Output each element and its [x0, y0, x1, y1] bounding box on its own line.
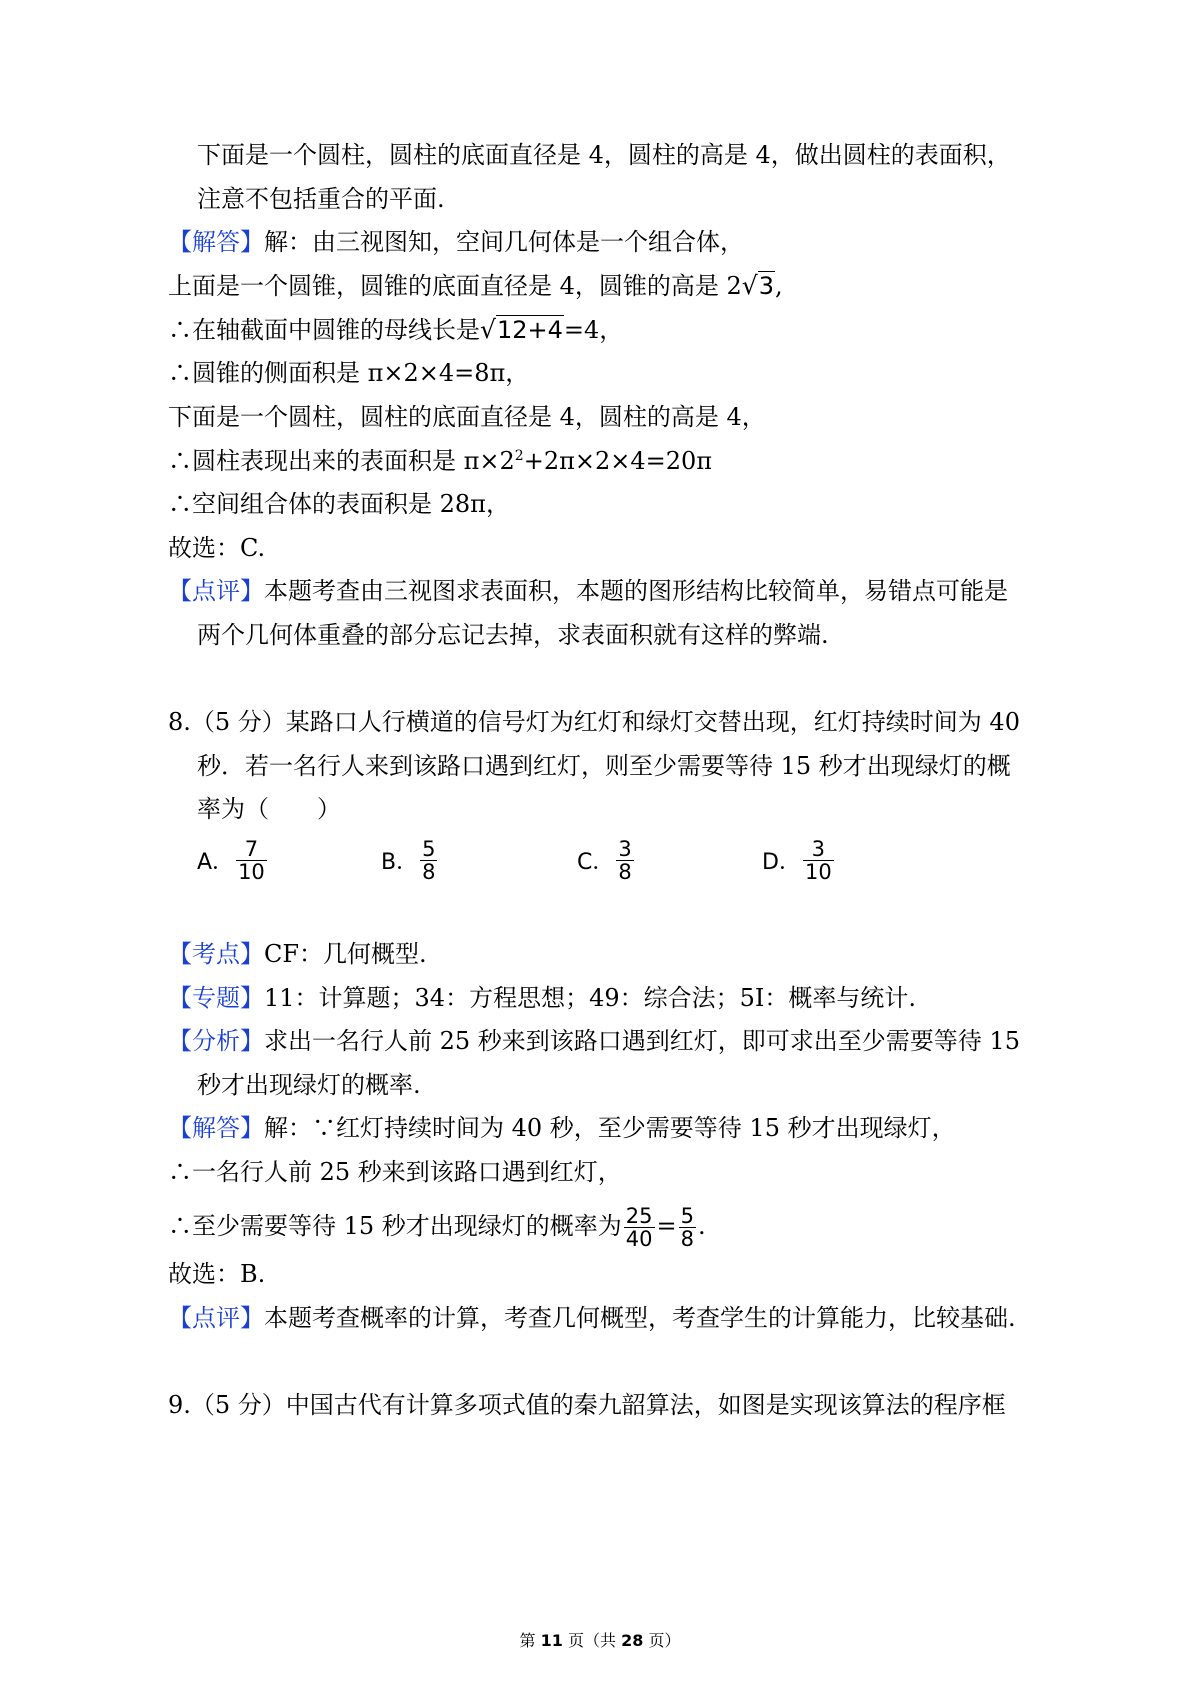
q8-option-c: C． $\frac{3}{8}$ — [577, 837, 632, 884]
q8-option-a: A． $\frac{7}{10}$ — [197, 837, 265, 884]
answer-tag: 【解答】 — [168, 228, 264, 256]
q7-answer-line-5: 下面是一个圆柱，圆柱的底面直径是 4，圆柱的高是 4， — [168, 403, 766, 431]
q8-fenxi-line-2: 秒才出现绿灯的概率. — [197, 1071, 421, 1099]
fraction: $\frac{3}{10}$ — [804, 837, 832, 884]
fraction: $\frac{3}{8}$ — [618, 837, 632, 884]
q8-stem-line-2: 秒．若一名行人来到该路口遇到红灯，则至少需要等待 15 秒才出现绿灯的概 — [197, 752, 1011, 780]
page-total: 28 — [621, 1631, 644, 1650]
fraction: $\frac{5}{8}$ — [422, 837, 436, 884]
sqrt-expression: √12+4 — [480, 315, 563, 344]
q8-comment: 【点评】本题考查概率的计算，考查几何概型，考查学生的计算能力，比较基础. — [168, 1304, 1016, 1332]
fraction: $\frac{25}{40}$ — [625, 1204, 653, 1251]
q9-stem-line-1: 9.（5 分）中国古代有计算多项式值的秦九韶算法，如图是实现该算法的程序框 — [168, 1391, 1006, 1419]
q7-choice: 故选：C. — [168, 534, 266, 562]
q8-kaodian: 【考点】CF：几何概型. — [168, 940, 427, 968]
q7-comment-line-1: 【点评】本题考查由三视图求表面积，本题的图形结构比较简单，易错点可能是 — [168, 577, 1008, 605]
q7-answer-line-2: 上面是一个圆锥，圆锥的底面直径是 4，圆锥的高是 2√3, — [168, 271, 783, 300]
q7-answer-line-7: ∴空间组合体的表面积是 28π， — [168, 490, 510, 518]
q7-comment-line-2: 两个几何体重叠的部分忘记去掉，求表面积就有这样的弊端. — [197, 621, 829, 649]
q8-answer-line-1: 【解答】解：∵红灯持续时间为 40 秒，至少需要等待 15 秒才出现绿灯， — [168, 1114, 956, 1142]
q8-option-b: B． $\frac{5}{8}$ — [381, 837, 436, 884]
fraction: $\frac{5}{8}$ — [680, 1204, 695, 1251]
comment-tag: 【点评】 — [168, 1304, 264, 1332]
q8-fenxi-line-1: 【分析】求出一名行人前 25 秒来到该路口遇到红灯，即可求出至少需要等待 15 — [168, 1027, 1020, 1055]
q8-option-d: D． $\frac{3}{10}$ — [762, 837, 832, 884]
q7-analysis-line-2: 注意不包括重合的平面. — [197, 185, 445, 213]
page-footer: 第 11 页（共 28 页） — [519, 1631, 681, 1650]
answer-tag: 【解答】 — [168, 1114, 264, 1142]
q7-answer-line-6: ∴圆柱表现出来的表面积是 $\pi\times 2^2+2\pi\times 2\times 4=20\pi$ — [168, 447, 713, 475]
kaodian-tag: 【考点】 — [168, 940, 264, 968]
sqrt-expression: √3 — [741, 271, 775, 300]
q7-answer-line-1: 【解答】解：由三视图知，空间几何体是一个组合体， — [168, 228, 744, 256]
q8-stem-line-3: 率为（ ） — [197, 795, 341, 823]
q7-answer-line-3: ∴在轴截面中圆锥的母线长是√12+4=4， — [168, 315, 624, 344]
q8-stem-line-1: 8.（5 分）某路口人行横道的信号灯为红灯和绿灯交替出现，红灯持续时间为 40 — [168, 708, 1020, 736]
q8-answer-line-3: ∴至少需要等待 15 秒才出现绿灯的概率为 $\frac{25}{40}$ = $\frac{5}{8}$ . — [168, 1204, 706, 1251]
zhuanti-tag: 【专题】 — [168, 984, 264, 1012]
q8-choice: 故选：B. — [168, 1260, 266, 1288]
q8-zhuanti: 【专题】11：计算题；34：方程思想；49：综合法；5I：概率与统计. — [168, 984, 916, 1012]
q7-answer-line-4: ∴圆锥的侧面积是 π×2×4=8π， — [168, 359, 530, 387]
fenxi-tag: 【分析】 — [168, 1027, 264, 1055]
comment-tag: 【点评】 — [168, 577, 264, 605]
q8-answer-line-2: ∴一名行人前 25 秒来到该路口遇到红灯， — [168, 1158, 622, 1186]
page-number: 11 — [540, 1631, 563, 1650]
fraction: $\frac{7}{10}$ — [238, 837, 265, 884]
q7-analysis-line-1: 下面是一个圆柱，圆柱的底面直径是 4，圆柱的高是 4，做出圆柱的表面积， — [197, 141, 1011, 169]
